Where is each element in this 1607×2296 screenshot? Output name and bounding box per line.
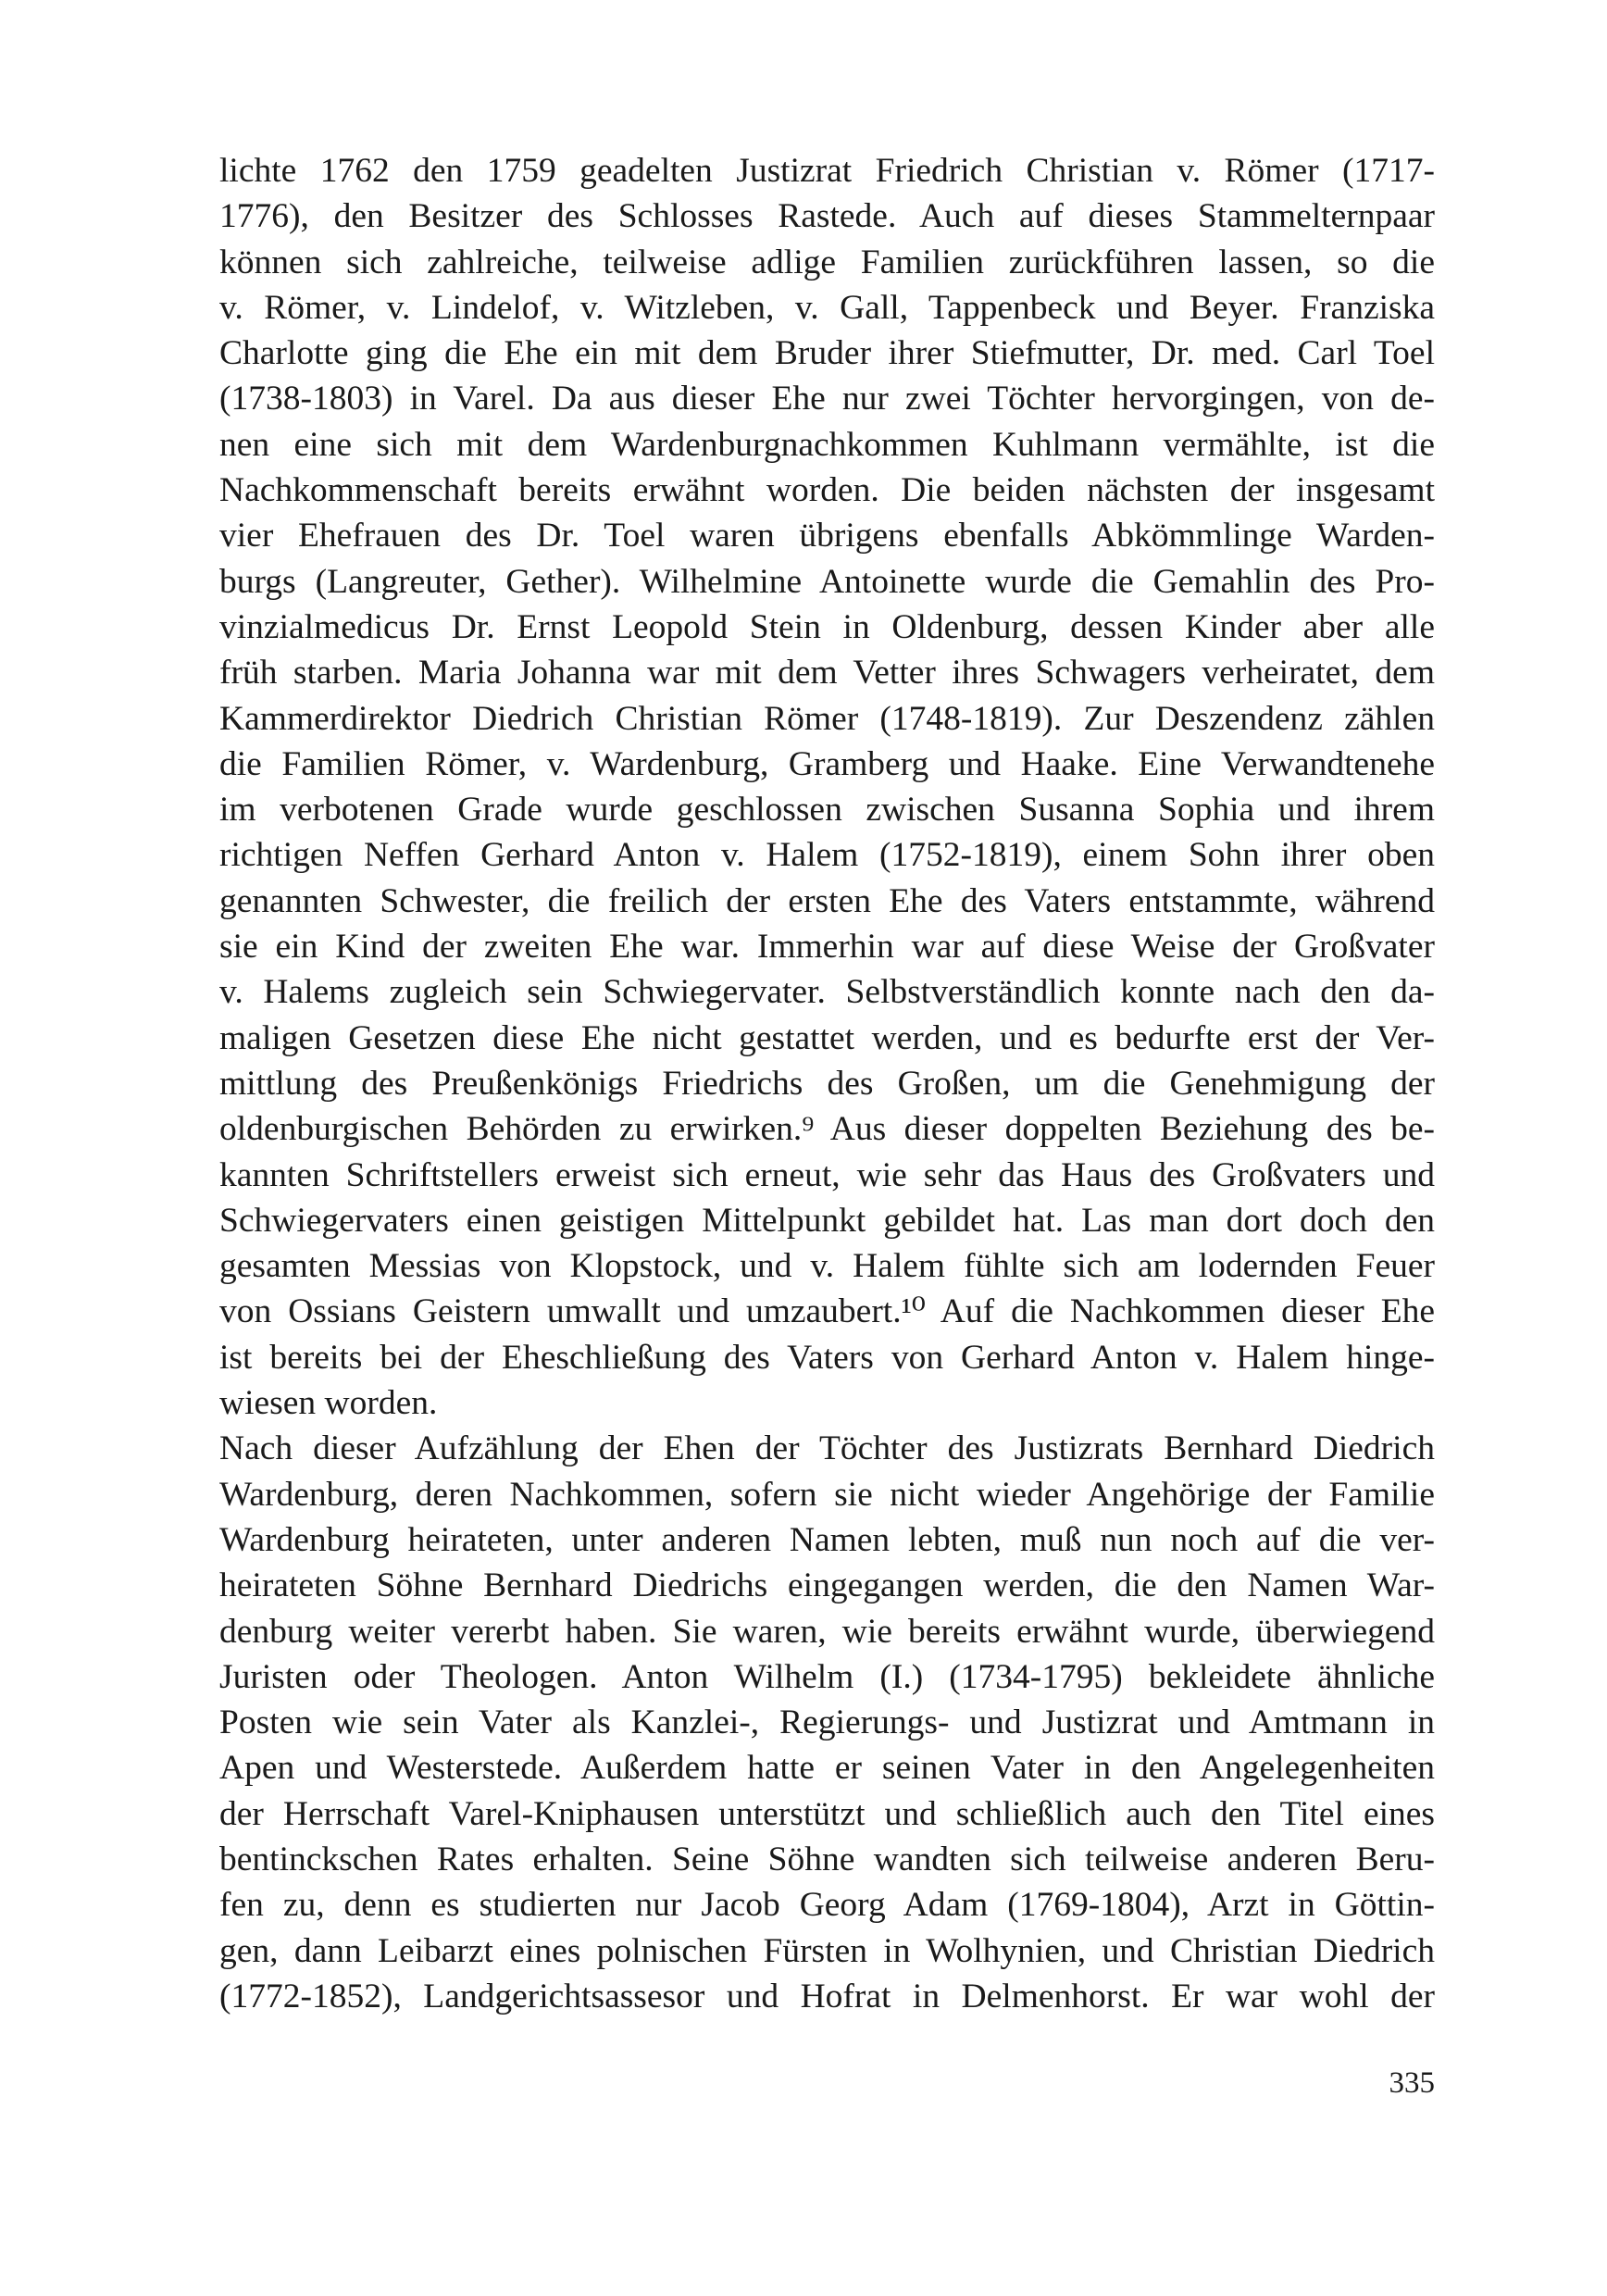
text-line: ist bereits bei der Eheschließung des Vaters von Gerhard Anton v. Halem hinge-	[219, 1338, 1435, 1377]
text-line: der Herrschaft Varel-Kniphausen unterstützt und schließlich auch den Titel eines	[219, 1794, 1435, 1833]
text-line: sie ein Kind der zweiten Ehe war. Immerhin war auf diese Weise der Großvater	[219, 928, 1435, 967]
text-line: wiesen worden.	[219, 1384, 438, 1423]
text-line: Schwiegervaters einen geistigen Mittelpunkt gebildet hat. Las man dort doch den	[219, 1201, 1435, 1240]
text-line: lichte 1762 den 1759 geadelten Justizrat Friedrich Christian v. Römer (1717-	[219, 152, 1435, 190]
text-line: Posten wie sein Vater als Kanzlei-, Regierungs- und Justizrat und Amtmann in	[219, 1703, 1435, 1742]
text-line: Nachkommenschaft bereits erwähnt worden. Die beiden nächsten der insgesamt	[219, 471, 1435, 510]
text-line: kannten Schriftstellers erweist sich erneut, wie sehr das Haus des Großvaters und	[219, 1155, 1435, 1194]
text-line: Apen und Westerstede. Außerdem hatte er seinen Vater in den Angelegenheiten	[219, 1749, 1435, 1788]
text-line: die Familien Römer, v. Wardenburg, Gramberg und Haake. Eine Verwandtenehe	[219, 744, 1435, 783]
text-line: früh starben. Maria Johanna war mit dem Vetter ihres Schwagers verheiratet, dem	[219, 654, 1435, 693]
text-line: richtigen Neffen Gerhard Anton v. Halem (1752-1819), einem Sohn ihrer oben	[219, 836, 1435, 875]
text-line: können sich zahlreiche, teilweise adlige Familien zurückführen lassen, so die	[219, 243, 1435, 281]
text-line: v. Halems zugleich sein Schwiegervater. Selbstverständlich konnte nach den da-	[219, 973, 1435, 1012]
text-line: Wardenburg, deren Nachkommen, sofern sie nicht wieder Angehörige der Familie	[219, 1475, 1435, 1514]
text-line: vier Ehefrauen des Dr. Toel waren übrigens ebenfalls Abkömmlinge Warden-	[219, 517, 1435, 555]
text-line: Juristen oder Theologen. Anton Wilhelm (I.) (1734-1795) bekleidete ähnliche	[219, 1657, 1435, 1696]
text-line: nen eine sich mit dem Wardenburgnachkommen Kuhlmann vermählte, ist die	[219, 425, 1435, 464]
text-line: (1738-1803) in Varel. Da aus dieser Ehe nur zwei Töchter hervorgingen, von de-	[219, 380, 1435, 418]
page-number: 335	[1389, 2066, 1435, 2100]
text-line: genannten Schwester, die freilich der ersten Ehe des Vaters entstammte, während	[219, 881, 1435, 920]
text-line: bentinckschen Rates erhalten. Seine Söhne wandten sich teilweise anderen Beru-	[219, 1840, 1435, 1878]
text-line: fen zu, denn es studierten nur Jacob Georg Adam (1769-1804), Arzt in Göttin-	[219, 1886, 1435, 1925]
text-line: v. Römer, v. Lindelof, v. Witzleben, v. Gall, Tappenbeck und Beyer. Franziska	[219, 288, 1435, 327]
text-line: 1776), den Besitzer des Schlosses Rastede. Auch auf dieses Stammelternpaar	[219, 197, 1435, 236]
text-line: (1772-1852), Landgerichtsassesor und Hofrat in Delmenhorst. Er war wohl der	[219, 1977, 1435, 2015]
text-line: mittlung des Preußenkönigs Friedrichs des Großen, um die Genehmigung der	[219, 1064, 1435, 1103]
text-line: vinzialmedicus Dr. Ernst Leopold Stein in Oldenburg, dessen Kinder aber alle	[219, 607, 1435, 646]
text-line: im verbotenen Grade wurde geschlossen zwischen Susanna Sophia und ihrem	[219, 791, 1435, 830]
text-line: Kammerdirektor Diedrich Christian Römer (1748-1819). Zur Deszendenz zählen	[219, 699, 1435, 738]
text-line: maligen Gesetzen diese Ehe nicht gestattet werden, und es bedurfte erst der Ver-	[219, 1018, 1435, 1057]
text-line: heirateten Söhne Bernhard Diedrichs eingegangen werden, die den Namen War-	[219, 1566, 1435, 1605]
text-line: Nach dieser Aufzählung der Ehen der Töchter des Justizrats Bernhard Diedrich	[219, 1429, 1435, 1468]
body-text	[219, 148, 1435, 2019]
text-line: Wardenburg heirateten, unter anderen Namen lebten, muß nun noch auf die ver-	[219, 1520, 1435, 1559]
text-line: Charlotte ging die Ehe ein mit dem Bruder ihrer Stiefmutter, Dr. med. Carl Toel	[219, 334, 1435, 373]
text-line: von Ossians Geistern umwallt und umzaubert.¹⁰ Auf die Nachkommen dieser Ehe	[219, 1292, 1435, 1331]
text-line: gen, dann Leibarzt eines polnischen Fürsten in Wolhynien, und Christian Diedrich	[219, 1931, 1435, 1970]
text-line: burgs (Langreuter, Gether). Wilhelmine Antoinette wurde die Gemahlin des Pro-	[219, 562, 1435, 601]
text-line: gesamten Messias von Klopstock, und v. Halem fühlte sich am lodernden Feuer	[219, 1247, 1435, 1286]
text-line: oldenburgischen Behörden zu erwirken.⁹ Aus dieser doppelten Beziehung des be-	[219, 1110, 1435, 1149]
text-line: denburg weiter vererbt haben. Sie waren, wie bereits erwähnt wurde, überwiegend	[219, 1612, 1435, 1651]
